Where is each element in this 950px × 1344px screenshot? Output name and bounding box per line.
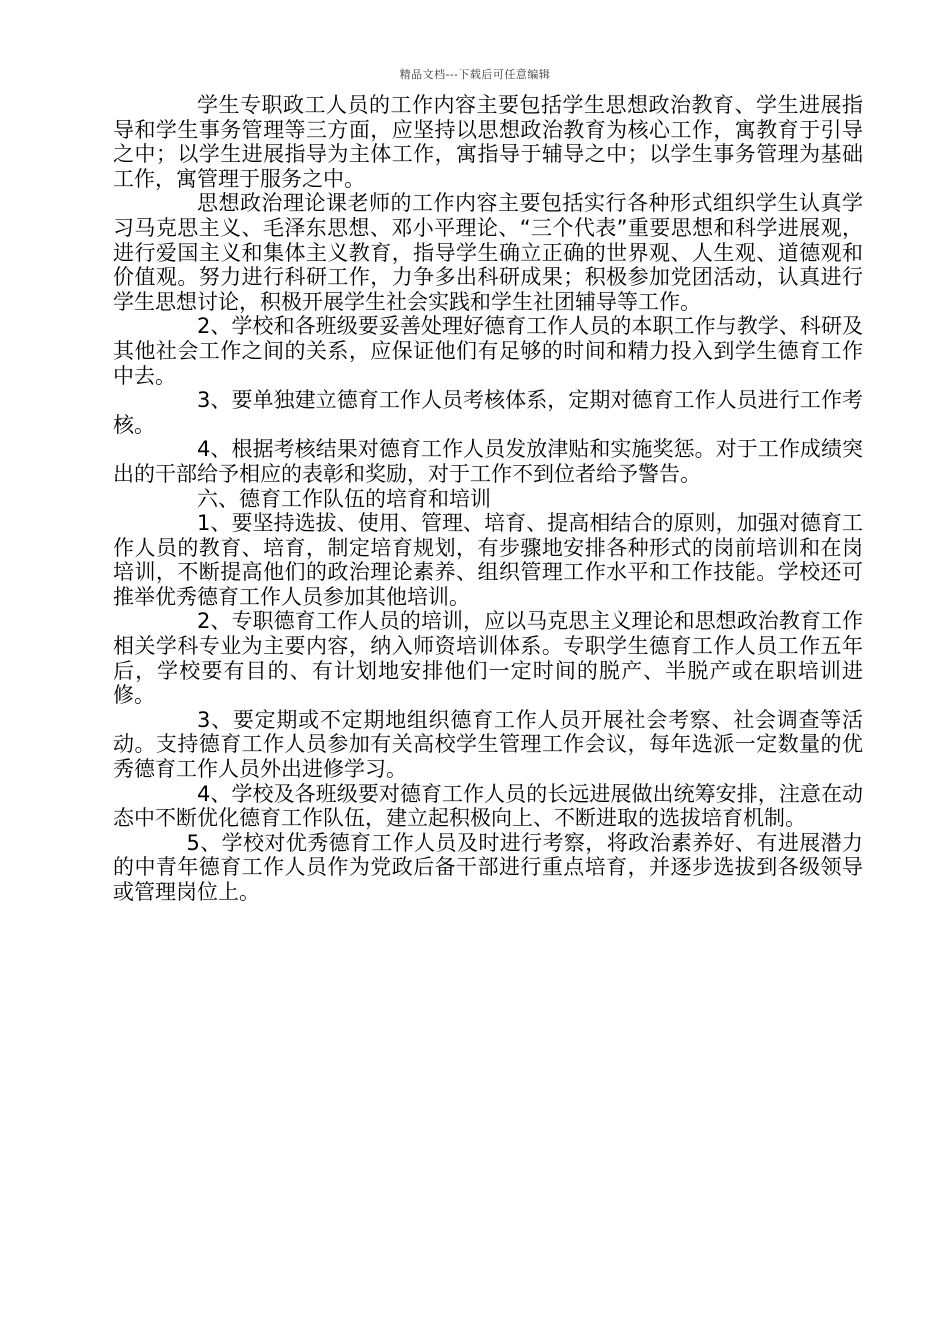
- paragraph-training-item-3: 3、要定期或不定期地组织德育工作人员开展社会考察、社会调查等活动。支持德育工作人员参加有关高校学生管理工作会议，每年选派一定数量的优秀德育工作人员外出进修学习。: [113, 707, 863, 782]
- section-heading-training: 六、德育工作队伍的培育和培训: [197, 486, 491, 511]
- paragraph-student-staff-duties: 学生专职政工人员的工作内容主要包括学生思想政治教育、学生进展指导和学生事务管理等三方面，应坚持以思想政治教育为核心工作，寓教育于引导之中；以学生进展指导为主体工作，寓指导于辅导之中；以学生事务管理为基础工作，寓管理于服务之中。: [113, 93, 863, 191]
- paragraph-training-item-1: 1、要坚持选拔、使用、管理、培育、提高相结合的原则，加强对德育工作人员的教育、培育，制定培育规划，有步骤地安排各种形式的岗前培训和在岗培训，不断提高他们的政治理论素养、组织管理工作水平和工作技能。学校还可推举优秀德育工作人员参加其他培训。: [113, 511, 863, 609]
- paragraph-item-4: 4、根据考核结果对德育工作人员发放津贴和实施奖惩。对于工作成绩突出的干部给予相应的表彰和奖励，对于工作不到位者给予警告。: [113, 437, 863, 486]
- paragraph-training-item-4: 4、学校及各班级要对德育工作人员的长远进展做出统筹安排，注意在动态中不断优化德育工作队伍，建立起积极向上、不断进取的选拔培育机制。: [113, 781, 863, 831]
- paragraph-training-item-5: 5、学校对优秀德育工作人员及时进行考察，将政治素养好、有进展潜力的中青年德育工作人员作为党政后备干部进行重点培育，并逐步选拔到各级领导或管理岗位上。: [113, 830, 863, 904]
- paragraph-item-2: 2、学校和各班级要妥善处理好德育工作人员的本职工作与教学、科研及其他社会工作之间的关系，应保证他们有足够的时间和精力投入到学生德育工作中去。: [113, 314, 863, 388]
- page-header: 精品文档---下载后可任意编辑: [399, 68, 551, 81]
- paragraph-training-item-2: 2、专职德育工作人员的培训，应以马克思主义理论和思想政治教育工作相关学科专业为主要内容，纳入师资培训体系。专职学生德育工作人员工作五年后，学校要有目的、有计划地安排他们一定时间的脱产、半脱产或在职培训进修。: [113, 609, 863, 708]
- paragraph-item-3: 3、要单独建立德育工作人员考核体系，定期对德育工作人员进行工作考核。: [113, 388, 863, 437]
- document-body: [113, 93, 863, 905]
- paragraph-ideology-teacher-duties: 思想政治理论课老师的工作内容主要包括实行各种形式组织学生认真学习马克思主义、毛泽东思想、邓小平理论、“三个代表”重要思想和科学进展观，进行爱国主义和集体主义教育，指导学生确立正确的世界观、人生观、道德观和价值观。努力进行科研工作，力争多出科研成果；积极参加党团活动，认真进行学生思想讨论，积极开展学生社会实践和学生社团辅导等工作。: [113, 191, 863, 314]
